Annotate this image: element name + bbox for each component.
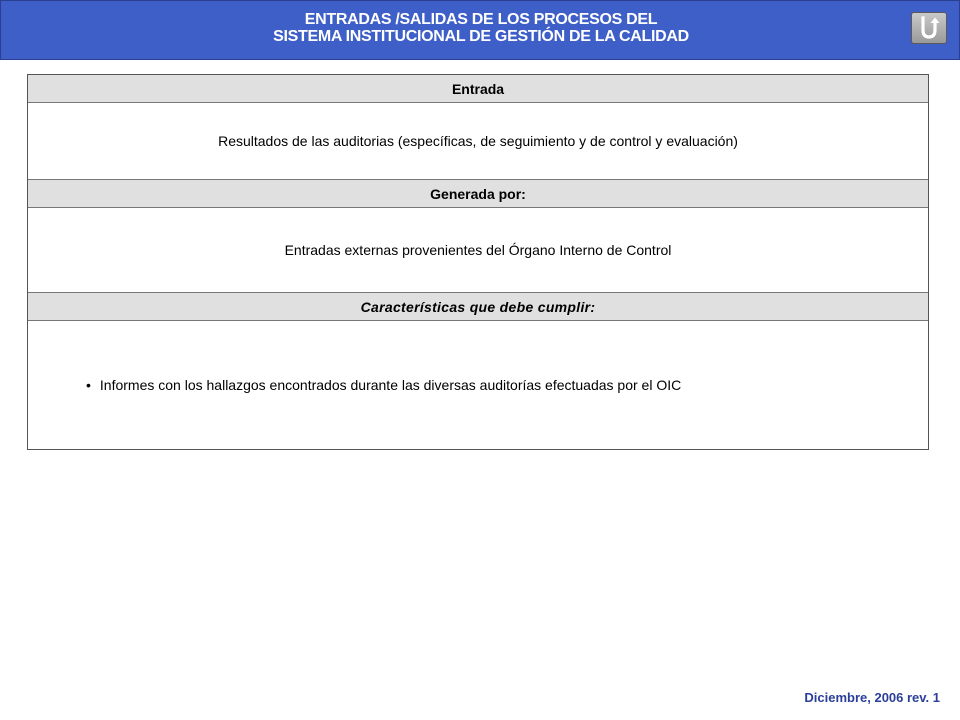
page-title-line1: ENTRADAS /SALIDAS DE LOS PROCESOS DEL	[304, 11, 658, 28]
caracteristicas-label: Características que debe cumplir:	[28, 293, 928, 321]
list-item: • Informes con los hallazgos encontrados durante las diversas auditorías efectuadas por el OIC	[86, 377, 681, 393]
entradas-table	[27, 74, 929, 450]
footer-date-rev: Diciembre, 2006 rev. 1	[804, 690, 940, 705]
caracteristicas-list	[28, 377, 681, 393]
generada-value-cell	[28, 208, 928, 293]
generada-value: Entradas externas provenientes del Órgano Interno de Control	[284, 242, 672, 258]
page-header	[0, 0, 960, 60]
entrada-label: Entrada	[28, 75, 928, 103]
generada-label: Generada por:	[28, 180, 928, 208]
caracteristicas-value-cell	[28, 321, 928, 449]
back-button[interactable]	[911, 12, 947, 44]
u-turn-back-icon	[917, 16, 941, 40]
entrada-value-cell	[28, 103, 928, 180]
entrada-value: Resultados de las auditorias (específicas, de seguimiento y de control y evaluación)	[218, 133, 738, 149]
page-title	[1, 11, 960, 45]
page-title-line2: SISTEMA INSTITUCIONAL DE GESTIÓN DE LA CALIDAD	[273, 28, 689, 45]
